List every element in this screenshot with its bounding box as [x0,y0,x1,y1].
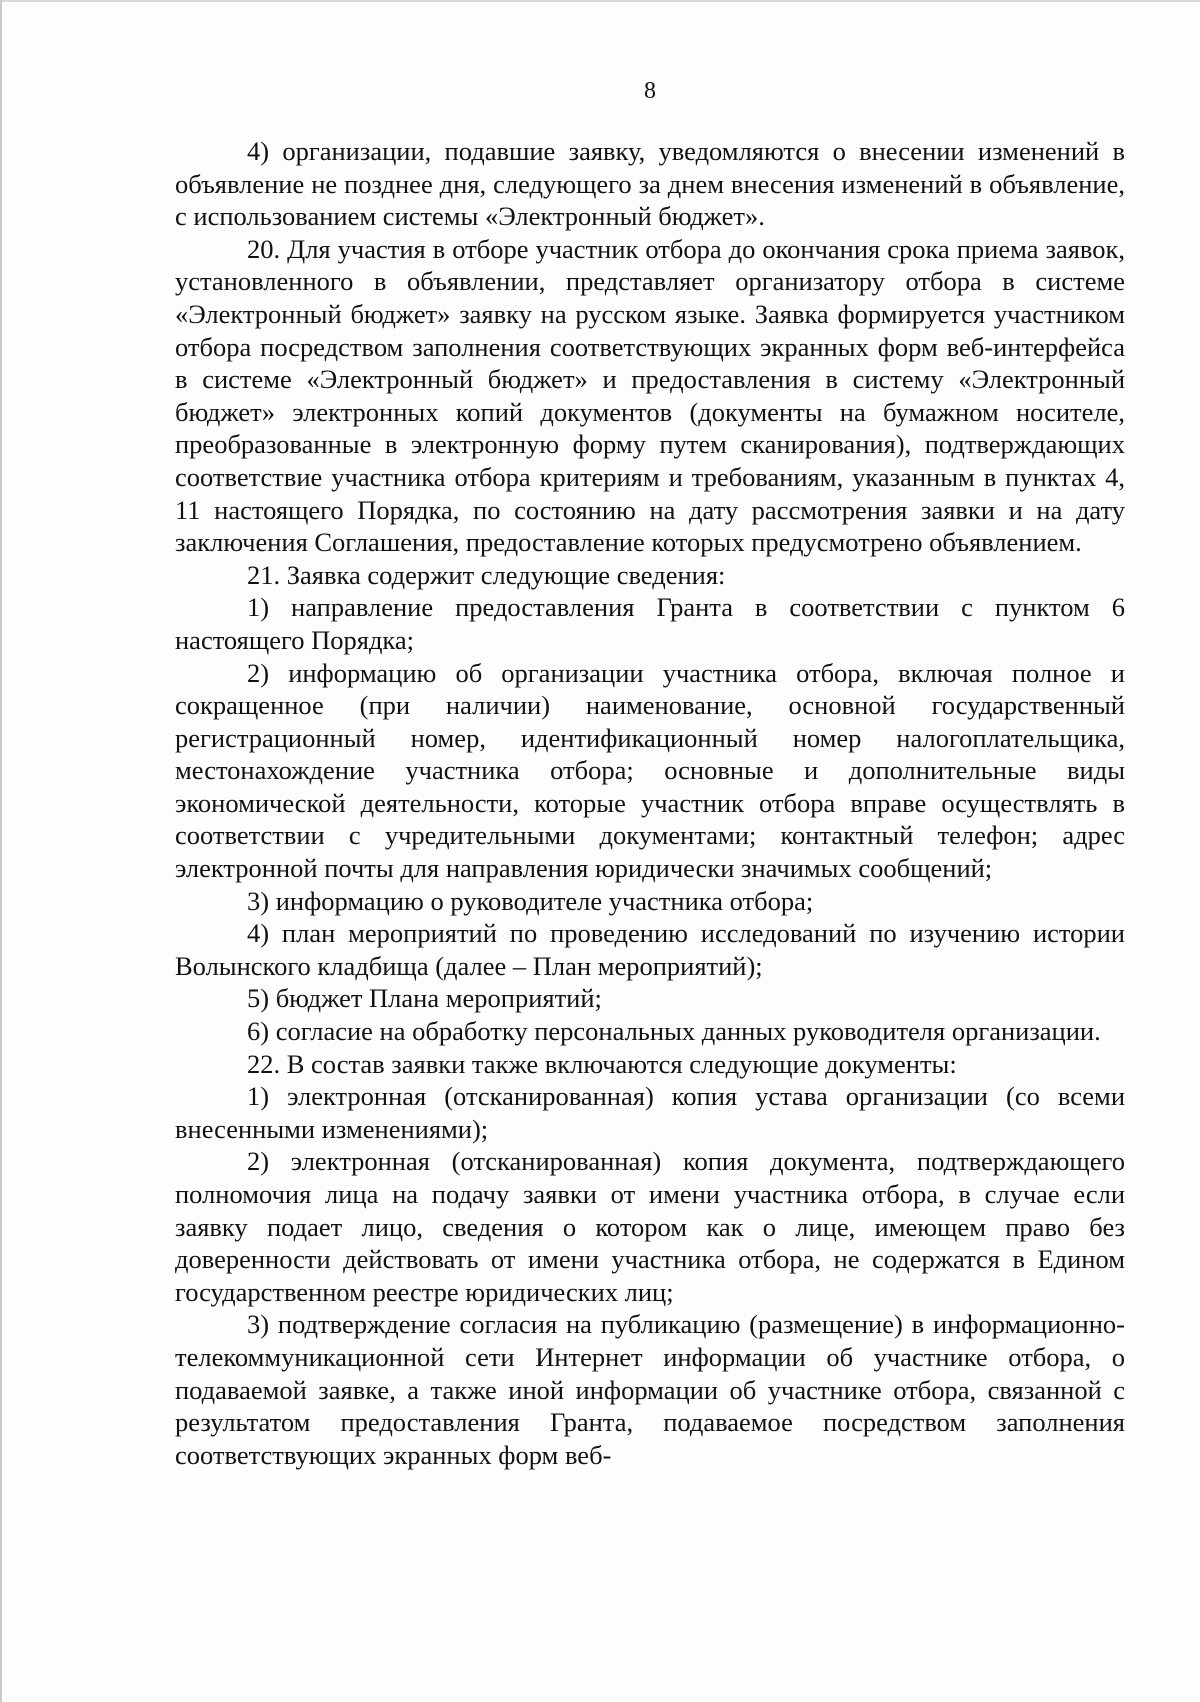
document-body [175,135,1125,1471]
paragraph-clause-21-item-1: 1) направление предоставления Гранта в соответствии с пунктом 6 настоящего Порядка; [175,592,1125,655]
paragraph-clause-22-item-2: 2) электронная (отсканированная) копия документа, подтверждающего полномочия лица на подачу заявки от имени участника отбора, в случае если заявку подает лицо, сведения о котором как о лице, имеющем право без доверенности действовать от имени участника отбора, не содержатся в Едином государственном реестре юридических лиц; [175,1146,1125,1307]
paragraph-clause-21-item-4: 4) план мероприятий по проведению исследований по изучению истории Волынского кладбища (далее – План мероприятий); [175,918,1125,981]
paragraph-clause-21-item-6: 6) согласие на обработку персональных данных руководителя организации. [247,1016,1101,1047]
scan-edge-left [0,0,2,1702]
paragraph-clause-21-item-2: 2) информацию об организации участника отбора, включая полное и сокращенное (при наличии) наименование, основной государственный регистрационный номер, идентификационный номер налогоплательщика, местонахождение участника отбора; основные и дополнительные виды экономической деятельности, которые участник отбора вправе осуществлять в соответствии с учредительными документами; контактный телефон; адрес электронной почты для направления юридически значимых сообщений; [175,657,1125,884]
paragraph-clause-21-item-3: 3) информацию о руководителе участника отбора; [247,885,814,916]
paragraph-item4-notification: 4) организации, подавшие заявку, уведомляются о внесении изменений в объявление не позднее дня, следующего за днем внесения изменений в объявление, с использованием системы «Электронный бюджет». [175,136,1125,232]
paragraph-clause-21-item-5: 5) бюджет Плана мероприятий; [247,983,602,1014]
paragraph-clause-20: 20. Для участия в отборе участник отбора до окончания срока приема заявок, установленного в объявлении, представляет организатору отбора в системе «Электронный бюджет» заявку на русском языке. Заявка формируется участником отбора посредством заполнения соответствующих экранных форм веб-интерфейса в системе «Электронный бюджет» и предоставления в систему «Электронный бюджет» электронных копий документов (документы на бумажном носителе, преобразованные в электронную форму путем сканирования), подтверждающих соответствие участника отбора критериям и требованиям, указанным в пунктах 4, 11 настоящего Порядка, по состоянию на дату рассмотрения заявки и на дату заключения Соглашения, предоставление которых предусмотрено объявлением. [175,233,1125,558]
paragraph-clause-22-item-3: 3) подтверждение согласия на публикацию (размещение) в информационно-телекоммуникационной сети Интернет информации об участнике отбора, о подаваемой заявке, а также иной информации об участнике отбора, связанной с результатом предоставления Гранта, подаваемое посредством заполнения соответствующих экранных форм веб- [175,1309,1125,1470]
paragraph-clause-22-item-1: 1) электронная (отсканированная) копия устава организации (со всеми внесенными изменениями); [175,1081,1125,1144]
paragraph-clause-21: 21. Заявка содержит следующие сведения: [247,559,726,590]
paragraph-clause-22: 22. В состав заявки также включаются следующие документы: [247,1048,957,1079]
page-number: 8 [644,78,656,104]
scan-edge-top [0,0,1200,2]
